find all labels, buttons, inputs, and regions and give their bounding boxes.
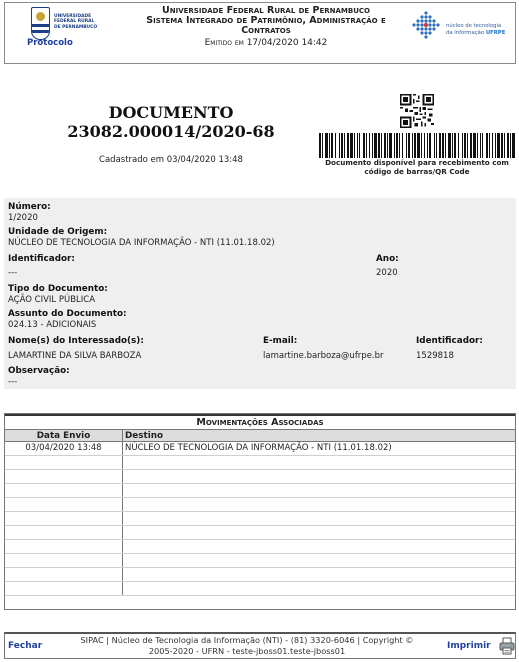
observacao-value: --- bbox=[8, 377, 18, 387]
cell-date bbox=[5, 470, 123, 483]
cell-date bbox=[5, 526, 123, 539]
movimentacoes-table bbox=[4, 413, 516, 610]
institution-name: Universidade Federal Rural de Pernambuco bbox=[162, 5, 370, 16]
tipo-value: AÇÃO CIVIL PÚBLICA bbox=[8, 295, 96, 305]
nti-dots-icon bbox=[409, 11, 443, 43]
print-link[interactable]: Imprimir bbox=[447, 641, 491, 651]
system-name-line1: Sistema Integrado de Patrimônio, Administração e bbox=[146, 15, 386, 26]
cell-date bbox=[5, 512, 123, 525]
cell-date bbox=[5, 484, 123, 497]
assunto-label: Assunto do Documento: bbox=[8, 309, 127, 319]
ano-label: Ano: bbox=[376, 254, 399, 264]
unidade-label: Unidade de Origem: bbox=[8, 227, 108, 237]
column-header-date: Data Envio bbox=[5, 430, 123, 441]
identificador-interessado-label: Identificador: bbox=[416, 336, 483, 346]
cell-date bbox=[5, 568, 123, 581]
table-header bbox=[5, 429, 515, 442]
registration-date: Cadastrado em 03/04/2020 13:48 bbox=[99, 155, 243, 165]
report-header bbox=[4, 2, 516, 64]
ufrpe-logo-text: UNIVERSIDADE FEDERAL RURAL DE PERNAMBUCO bbox=[54, 14, 98, 30]
identificador-interessado-value: 1529818 bbox=[416, 351, 454, 361]
interessados-label: Nome(s) do Interessado(s): bbox=[8, 336, 144, 346]
close-link[interactable]: Fechar bbox=[8, 641, 43, 651]
header-title bbox=[125, 6, 407, 36]
cell-date bbox=[5, 540, 123, 553]
page-footer bbox=[4, 632, 516, 659]
identificador-value: --- bbox=[8, 268, 18, 278]
table-row bbox=[5, 554, 515, 568]
interessados-value: LAMARTINE DA SILVA BARBOZA bbox=[8, 351, 142, 361]
table-row bbox=[5, 498, 515, 512]
cell-date bbox=[5, 582, 123, 595]
footer-credits: SIPAC | Núcleo de Tecnologia da Informação (NTI) - (81) 3320-6046 | Copyright © 2005-2020 - UFRN - teste-jboss01.teste-jboss01 bbox=[80, 635, 414, 656]
numero-value: 1/2020 bbox=[8, 213, 38, 223]
email-label: E-mail: bbox=[263, 336, 298, 346]
cell-date bbox=[5, 498, 123, 511]
table-row bbox=[5, 582, 515, 596]
barcode-caption: Documento disponível para recebimento com código de barras/QR Code bbox=[325, 158, 509, 176]
movimentacoes-title: Movimentações Associadas bbox=[5, 414, 515, 429]
emission-date: Emitido em 17/04/2020 14:42 bbox=[204, 38, 328, 48]
cell-date: 03/04/2020 13:48 bbox=[5, 442, 123, 455]
unidade-value: NÚCLEO DE TECNOLOGIA DA INFORMAÇÃO - NTI (11.01.18.02) bbox=[8, 238, 275, 248]
column-header-destination: Destino bbox=[125, 431, 164, 441]
table-row bbox=[5, 540, 515, 554]
email-value: lamartine.barboza@ufrpe.br bbox=[263, 351, 384, 361]
tipo-label: Tipo do Documento: bbox=[8, 284, 108, 294]
table-row bbox=[5, 470, 515, 484]
identificador-label: Identificador: bbox=[8, 254, 75, 264]
table-body bbox=[5, 442, 515, 609]
nti-logo bbox=[409, 11, 513, 45]
document-number: 23082.000014/2020-68 bbox=[67, 122, 275, 141]
module-name: Protocolo bbox=[27, 38, 73, 48]
document-title bbox=[26, 103, 316, 141]
system-name-line2: Contratos bbox=[241, 25, 291, 36]
table-row bbox=[5, 568, 515, 582]
cell-date bbox=[5, 554, 123, 567]
nti-logo-text: núcleo de tecnologia da informação UFRPE bbox=[446, 23, 506, 36]
ano-value: 2020 bbox=[376, 268, 398, 278]
numero-label: Número: bbox=[8, 202, 51, 212]
ufrpe-shield-icon bbox=[31, 7, 50, 40]
assunto-value: 024.13 - ADICIONAIS bbox=[8, 320, 97, 330]
cell-destination: NÚCLEO DE TECNOLOGIA DA INFORMAÇÃO - NTI (11.01.18.02) bbox=[125, 443, 392, 453]
table-row bbox=[5, 456, 515, 470]
table-row bbox=[5, 442, 515, 456]
table-row bbox=[5, 512, 515, 526]
qr-code-icon bbox=[400, 94, 434, 128]
table-row bbox=[5, 526, 515, 540]
cell-date bbox=[5, 456, 123, 469]
table-row bbox=[5, 484, 515, 498]
observacao-label: Observação: bbox=[8, 366, 70, 376]
barcode-icon bbox=[318, 133, 516, 158]
printer-icon[interactable] bbox=[499, 637, 515, 655]
document-label: DOCUMENTO bbox=[108, 103, 234, 122]
document-details bbox=[4, 198, 516, 389]
